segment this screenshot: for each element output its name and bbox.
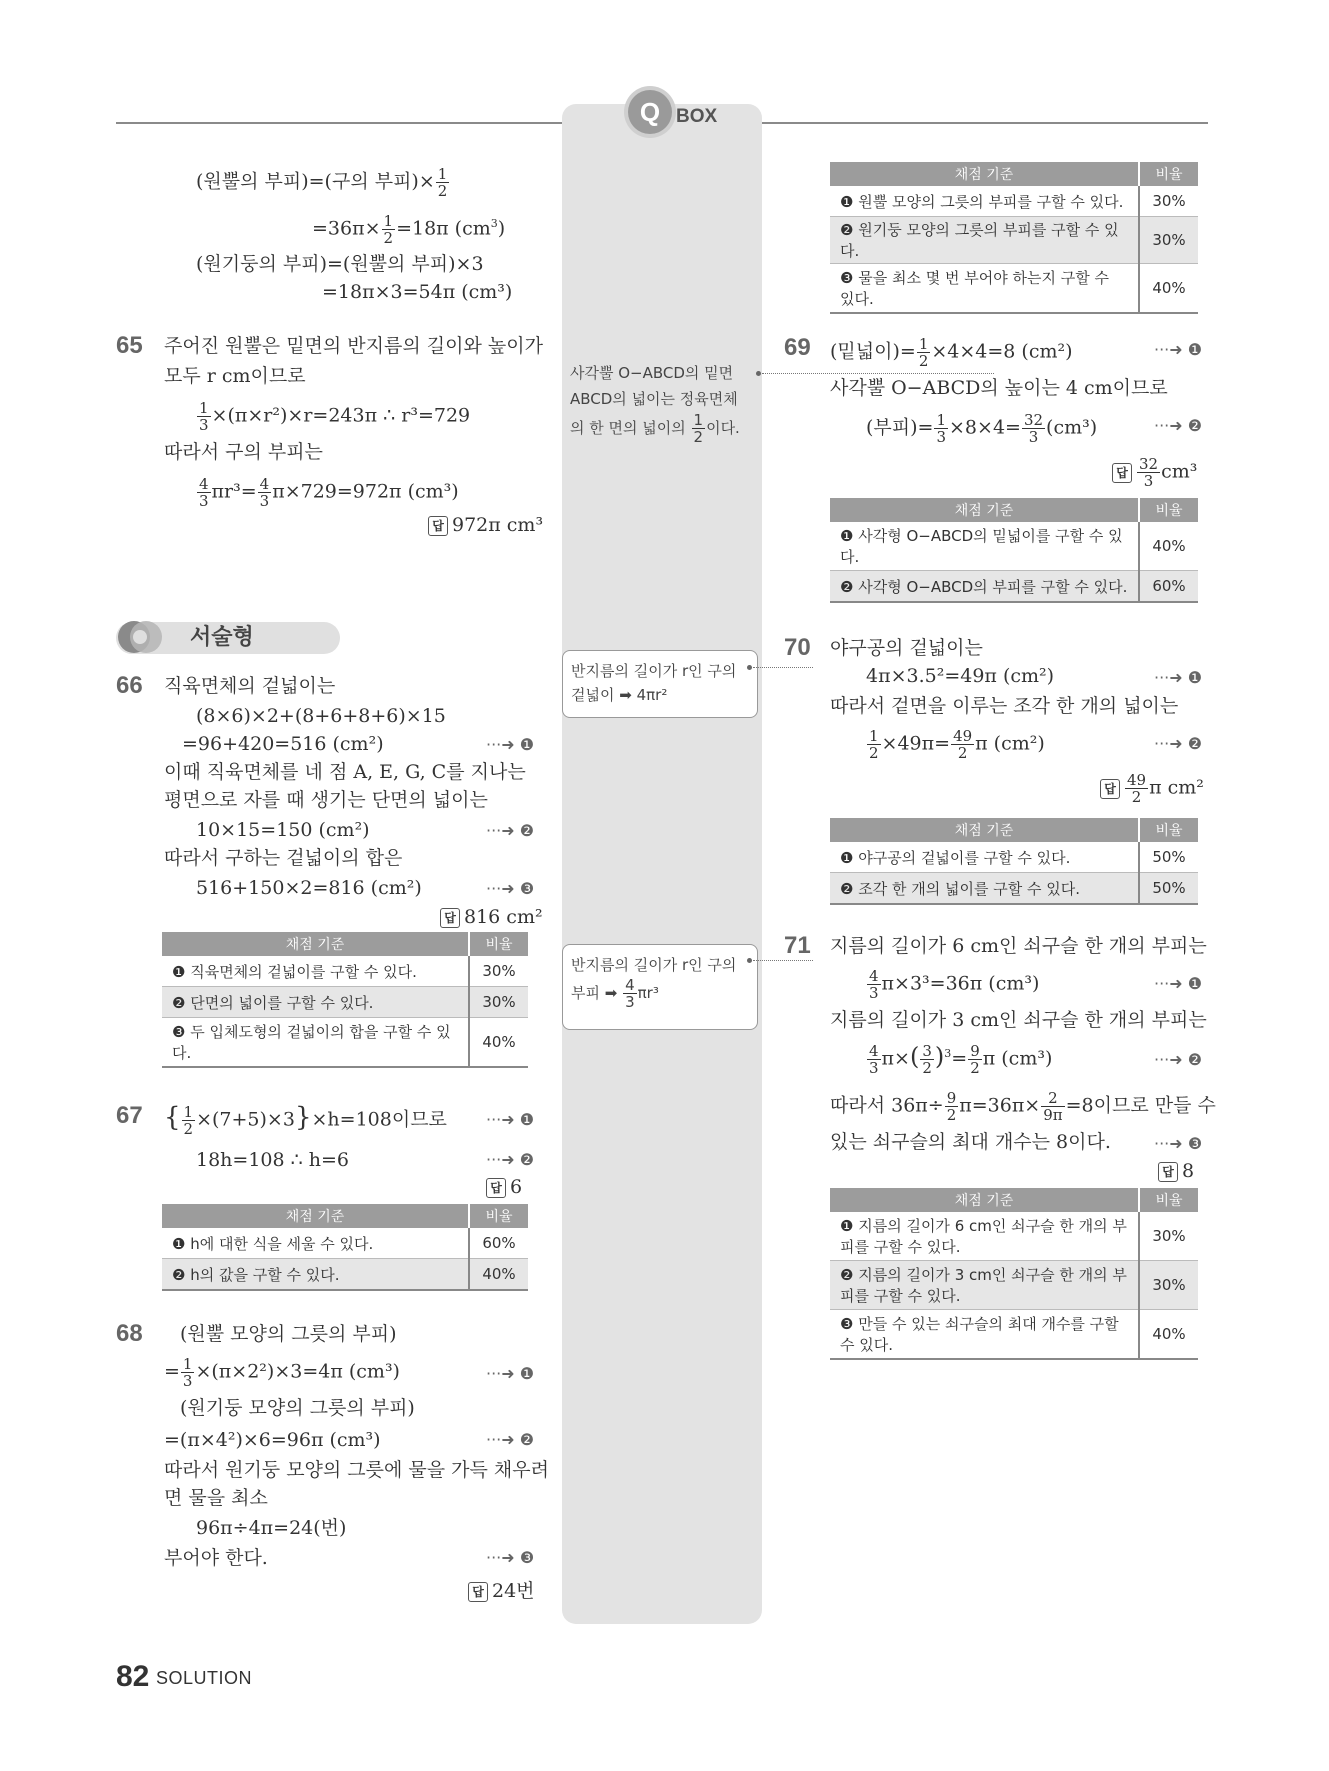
table-row: ❶ 직육면체의 겉넓이를 구할 수 있다. 30% [162,956,528,987]
p66-line4: 이때 직육면체를 네 점 A, E, G, C를 지나는 [164,761,526,783]
problem-number-71: 71 [784,932,811,959]
p70-line2: 4π×3.5²=49π (cm²) [866,665,1055,687]
qbox-note-69: 사각뿔 O−ABCD의 밑면 ABCD의 넓이는 정육면체 의 한 면의 넓이의 $\frac{1}{2}$ 이다. [570,364,740,446]
p68-line5: 따라서 원기둥 모양의 그릇에 물을 가득 채우려 [164,1459,549,1481]
section-circle-icon [116,616,166,658]
p71-line5: 따라서 36π÷ $\frac{9}{2}$ π=36π× $\frac{2}{9\pi}$ =8이므로 만들 수 [830,1089,1216,1124]
table-row: ❸ 만들 수 있는 쇠구슬의 최대 개수를 구할 수 있다. 40% [830,1310,1198,1360]
problem-number-70: 70 [784,634,811,661]
q-badge: Q [628,90,672,134]
p71-line2: $\frac{4}{3}$ π×3³=36π (cm³) [869,967,1040,1002]
qbox-surface-formula: 반지름의 길이가 r인 구의 겉넓이 ➡ 4πr² [562,650,758,718]
connector-dot [756,371,761,376]
p67-marker1: ···➜ ❶ [486,1110,535,1129]
table-row: ❷ 조각 한 개의 넓이를 구할 수 있다. 50% [830,873,1198,905]
p69-marker1: ···➜ ❶ [1154,340,1203,359]
p64-line4: =18π×3=54π (cm³) [322,281,513,303]
p70-line3: 따라서 겉면을 이루는 조각 한 개의 넓이는 [830,695,1179,717]
footer-label: SOLUTION [156,1668,253,1688]
p70-line1: 야구공의 겉넓이는 [830,637,983,659]
table-row: ❸ 물을 최소 몇 번 부어야 하는지 구할 수 있다. 40% [830,264,1198,314]
page-number: 82 [116,1660,150,1693]
p70-line4: $\frac{1}{2}$ ×49π= $\frac{49}{2}$ π (cm²) [869,727,1045,762]
p67-answer: 답 6 [486,1176,522,1198]
p66-marker2: ···➜ ❷ [486,821,535,840]
p67-criteria-table: 채점 기준 비율 ❶ h에 대한 식을 세울 수 있다. 60% ❷ h의 값을 구할 수 있다. 40% [162,1204,528,1291]
table-row: ❶ 지름의 길이가 6 cm인 쇠구슬 한 개의 부피를 구할 수 있다. 30% [830,1212,1198,1261]
p64-line3: (원기둥의 부피)=(원뿔의 부피)×3 [196,253,484,275]
p66-line8: 516+150×2=816 (cm²) [196,877,422,899]
table-row: ❷ h의 값을 구할 수 있다. 40% [162,1259,528,1291]
connector-dot [747,665,752,670]
p64-line2: =36π× $\frac{1}{2}$ =18π $(cm^3)$ [312,211,506,247]
p71-line6: 있는 쇠구슬의 최대 개수는 8이다. [830,1131,1111,1153]
table-row: ❶ h에 대한 식을 세울 수 있다. 60% [162,1228,528,1259]
p71-line1: 지름의 길이가 6 cm인 쇠구슬 한 개의 부피는 [830,935,1207,957]
table-row: ❷ 지름의 길이가 3 cm인 쇠구슬 한 개의 부피를 구할 수 있다. 30% [830,1261,1198,1310]
p65-line2: 모두 r cm이므로 [164,365,306,387]
p69-marker2: ···➜ ❷ [1154,416,1203,435]
p65-line1: 주어진 원뿔은 밑면의 반지름의 길이와 높이가 [164,335,543,357]
qbox-column [562,104,762,1624]
qbox-volume-formula: 반지름의 길이가 r인 구의 부피 ➡ $\frac{4}{3}$ πr³ [562,944,758,1030]
p69-line1: (밑넓이)= $\frac{1}{2}$ ×4×4=8 (cm²) [830,335,1073,370]
table-row: ❷ 단면의 넓이를 구할 수 있다. 30% [162,987,528,1018]
p68-marker2: ···➜ ❷ [486,1430,535,1449]
p71-criteria-table: 채점 기준 비율 ❶ 지름의 길이가 6 cm인 쇠구슬 한 개의 부피를 구할 수 있다. 30% ❷ 지름의 길이가 3 cm인 쇠구슬 한 개의 부피를 구할 수 있다. 30% ❸ 만들 수 있는 쇠구슬의 최대 개수를 구할 수 있다. 40% [830,1188,1198,1360]
p69-line3: (부피)= $\frac{1}{3}$ ×8×4= $\frac{32}{3}$ (cm³) [866,411,1098,446]
p70-answer: 답 $\frac{49}{2}$ π cm² [1100,772,1204,805]
table-row: ❷ 원기둥 모양의 그릇의 부피를 구할 수 있다. 30% [830,217,1198,264]
table-row: ❶ 야구공의 겉넓이를 구할 수 있다. 50% [830,842,1198,873]
problem-number-66: 66 [116,672,143,699]
p68-line3: (원기둥 모양의 그릇의 부피) [180,1397,415,1419]
p71-marker1: ···➜ ❶ [1154,974,1203,993]
p68-answer: 답 24번 [468,1576,535,1603]
p67-line1: { $\frac{1}{2}$ ×(7+5)×3}×h=108이므로 [164,1102,447,1138]
p64-line1: (원뿔의 부피)=(구의 부피)× $\frac{1}{2}$ [196,165,448,200]
p66-answer: 답 816 cm² [440,906,543,928]
box-label: BOX [676,106,718,127]
connector-line [753,960,813,961]
problem-number-69: 69 [784,334,811,361]
p70-criteria-table: 채점 기준 비율 ❶ 야구공의 겉넓이를 구할 수 있다. 50% ❷ 조각 한 개의 넓이를 구할 수 있다. 50% [830,818,1198,905]
p69-criteria-table: 채점 기준 비율 ❶ 사각형 O−ABCD의 밑넓이를 구할 수 있다. 40% ❷ 사각형 O−ABCD의 부피를 구할 수 있다. 60% [830,498,1198,603]
p66-marker3: ···➜ ❸ [486,879,535,898]
p71-line4: $\frac{4}{3}$ π×( $\frac{3}{2}$ )$^3$= $\frac{9}{2}$ π (cm³) [869,1041,1053,1077]
p66-line1: 직육면체의 겉넓이는 [164,675,336,697]
p70-marker1: ···➜ ❶ [1154,668,1203,687]
p68-line1: (원뿔 모양의 그릇의 부피) [180,1323,397,1345]
p65-line4: 따라서 구의 부피는 [164,441,323,463]
p67-line2: 18h=108 ∴ h=6 [196,1149,350,1171]
p68-line4: =(π×4²)×6=96π (cm³) [164,1429,381,1451]
p68-line7: 96π÷4π=24(번) [196,1517,347,1539]
p68-line2: = $\frac{1}{3}$ ×(π×2²)×3=4π (cm³) [164,1355,400,1390]
p68-line8: 부어야 한다. [164,1547,268,1569]
p69-answer: 답 $\frac{32}{3}$ cm³ [1112,456,1197,489]
p66-criteria-table [162,932,528,1068]
p65-answer: 답 972π cm³ [428,514,543,536]
p68-line6: 면 물을 최소 [164,1487,268,1509]
table-row: ❶ 원뿔 모양의 그릇의 부피를 구할 수 있다. 30% [830,186,1198,217]
p71-line3: 지름의 길이가 3 cm인 쇠구슬 한 개의 부피는 [830,1009,1207,1031]
p70-marker2: ···➜ ❷ [1154,734,1203,753]
connector-line [753,667,813,668]
table-row: ❶ 사각형 O−ABCD의 밑넓이를 구할 수 있다. 40% [830,522,1198,571]
section-title: 서술형 [190,625,254,650]
table-header-ratio: 비율 [469,932,528,956]
problem-number-68: 68 [116,1320,143,1347]
p71-marker2: ···➜ ❷ [1154,1050,1203,1069]
p71-marker3: ···➜ ❸ [1154,1134,1203,1153]
problem-number-67: 67 [116,1102,143,1129]
p66-marker1: ···➜ ❶ [486,735,535,754]
p66-line7: 따라서 구하는 겉넓이의 합은 [164,847,403,869]
p68-criteria-table: 채점 기준 비율 ❶ 원뿔 모양의 그릇의 부피를 구할 수 있다. 30% ❷ 원기둥 모양의 그릇의 부피를 구할 수 있다. 30% ❸ 물을 최소 몇 번 부어야 하는지 구할 수 있다. 40% [830,162,1198,314]
p67-marker2: ···➜ ❷ [486,1150,535,1169]
p65-line5: $\frac{4}{3}$ πr³= $\frac{4}{3}$ π×729=972π (cm³) [199,475,459,510]
p71-answer: 답 8 [1158,1160,1194,1182]
p66-line3: =96+420=516 (cm²) [182,733,384,755]
p66-line6: 10×15=150 (cm²) [196,819,370,841]
p69-line2: 사각뿔 O−ABCD의 높이는 4 cm이므로 [830,377,1168,399]
table-header-criteria: 채점 기준 [162,932,469,956]
p68-marker1: ···➜ ❶ [486,1364,535,1383]
p66-line5: 평면으로 자를 때 생기는 단면의 넓이는 [164,789,488,811]
connector-line [762,373,994,374]
connector-dot [747,958,752,963]
p68-marker3: ···➜ ❸ [486,1548,535,1567]
table-row: ❷ 사각형 O−ABCD의 부피를 구할 수 있다. 60% [830,571,1198,603]
problem-number-65: 65 [116,332,143,359]
p65-line3: $\frac{1}{3}$ ×(π×r²)×r=243π ∴ r³=729 [199,399,471,434]
table-row: ❸ 두 입체도형의 겉넓이의 합을 구할 수 있다. 40% [162,1018,528,1068]
p66-line2: (8×6)×2+(8+6+8+6)×15 [196,705,446,727]
